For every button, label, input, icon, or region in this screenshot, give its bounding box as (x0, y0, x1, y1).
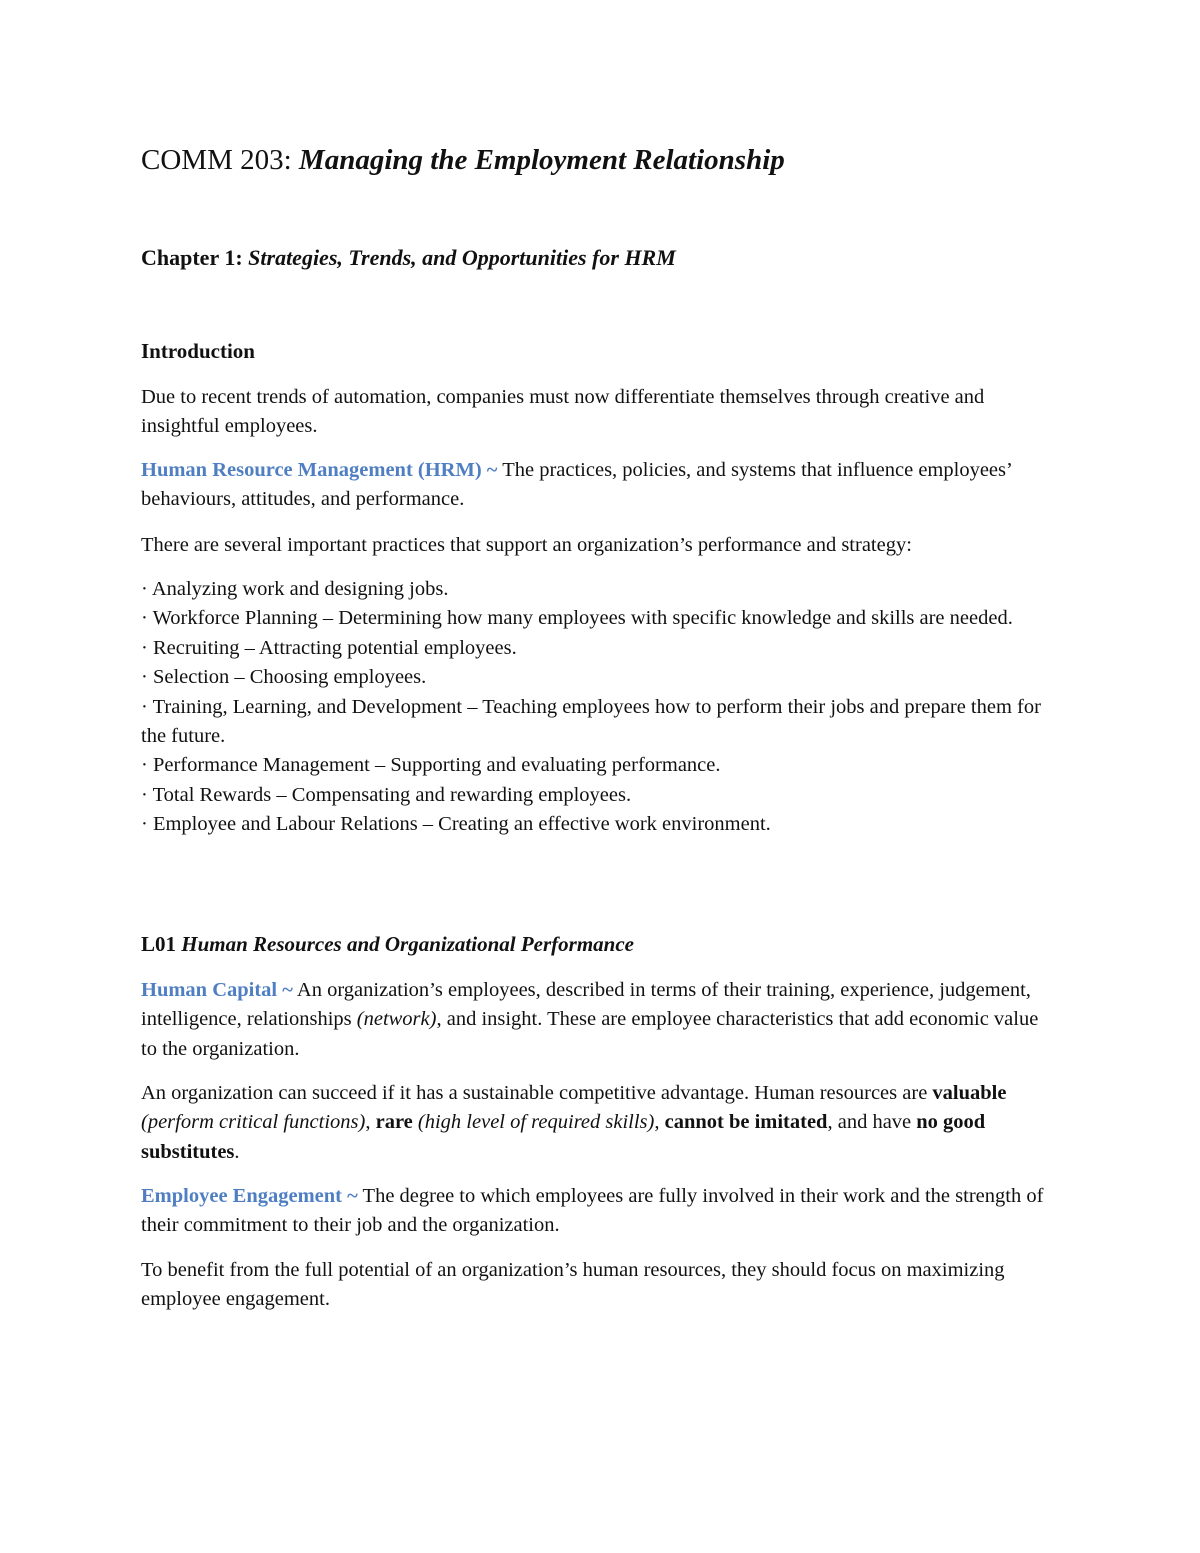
rare-note: (high level of required skills) (412, 1111, 655, 1134)
employee-engagement-text: The degree to which employees are fully involved in their work and the strength of their commitment to their job and the organization. (141, 1185, 1044, 1237)
hrm-term: Human Resource Management (HRM) ~ (141, 459, 498, 481)
advantage-text-end: . (234, 1140, 240, 1163)
list-item: · Workforce Planning – Determining how many employees with specific knowledge and skills are needed. (141, 607, 1013, 630)
course-code: COMM 203: (141, 144, 299, 176)
human-capital-text: An organization’s employees, described in terms of their training, experience, judgement, intelligence, relationships (141, 979, 1031, 1031)
no-good-substitutes-keyword: no good substitutes (141, 1111, 986, 1163)
list-item: · Selection – Choosing employees. (141, 666, 427, 689)
l01-title: Human Resources and Organizational Performance (181, 932, 634, 956)
course-name: Managing the Employment Relationship (298, 144, 785, 176)
list-item: · Training, Learning, and Development – Teaching employees how to perform their jobs and prepare them for the future. (141, 695, 1041, 748)
human-capital-definition (141, 976, 1051, 1064)
hr-practices-list (141, 575, 1051, 840)
l01-heading (141, 929, 634, 959)
competitive-advantage-paragraph (141, 1079, 1051, 1167)
list-item: · Performance Management – Supporting and evaluating performance. (141, 754, 721, 777)
separator: , (654, 1111, 665, 1134)
advantage-text: An organization can succeed if it has a sustainable competitive advantage. Human resources are (141, 1082, 933, 1104)
introduction-heading: Introduction (141, 339, 255, 363)
engagement-benefit-paragraph: To benefit from the full potential of an organization’s human resources, they should focus on maximizing employee engagement. (141, 1259, 1005, 1311)
network-note: (network) (356, 1008, 437, 1031)
list-item: · Analyzing work and designing jobs. (141, 578, 449, 600)
list-item: · Recruiting – Attracting potential employees. (141, 636, 517, 659)
valuable-keyword: valuable (932, 1082, 1007, 1104)
hrm-definition (141, 456, 1051, 515)
chapter-name: Strategies, Trends, and Opportunities for HRM (248, 245, 676, 270)
chapter-title (141, 243, 676, 273)
advantage-text-and: , and have (827, 1111, 917, 1134)
human-capital-term: Human Capital ~ (141, 979, 293, 1001)
chapter-number: Chapter 1: (141, 245, 249, 270)
l01-code: L01 (141, 932, 182, 956)
human-capital-text-end: , and insight. These are employee characteristics that add economic value to the organization. (141, 1008, 1039, 1060)
introduction-paragraph: Due to recent trends of automation, companies must now differentiate themselves through creative and insightful employees. (141, 386, 985, 438)
cannot-be-imitated-keyword: cannot be imitated (664, 1111, 828, 1134)
list-item: · Total Rewards – Compensating and rewarding employees. (141, 783, 632, 806)
employee-engagement-term: Employee Engagement ~ (141, 1185, 358, 1207)
hrm-definition-text: The practices, policies, and systems that influence employees’ behaviours, attitudes, and performance. (141, 459, 1012, 511)
employee-engagement-definition (141, 1182, 1051, 1241)
separator: , (365, 1111, 376, 1134)
valuable-note: (perform critical functions) (141, 1111, 366, 1134)
rare-keyword: rare (375, 1111, 413, 1134)
document-title (141, 140, 785, 180)
practices-intro: There are several important practices that support an organization’s performance and strategy: (141, 534, 912, 556)
list-item: · Employee and Labour Relations – Creating an effective work environment. (141, 813, 771, 836)
